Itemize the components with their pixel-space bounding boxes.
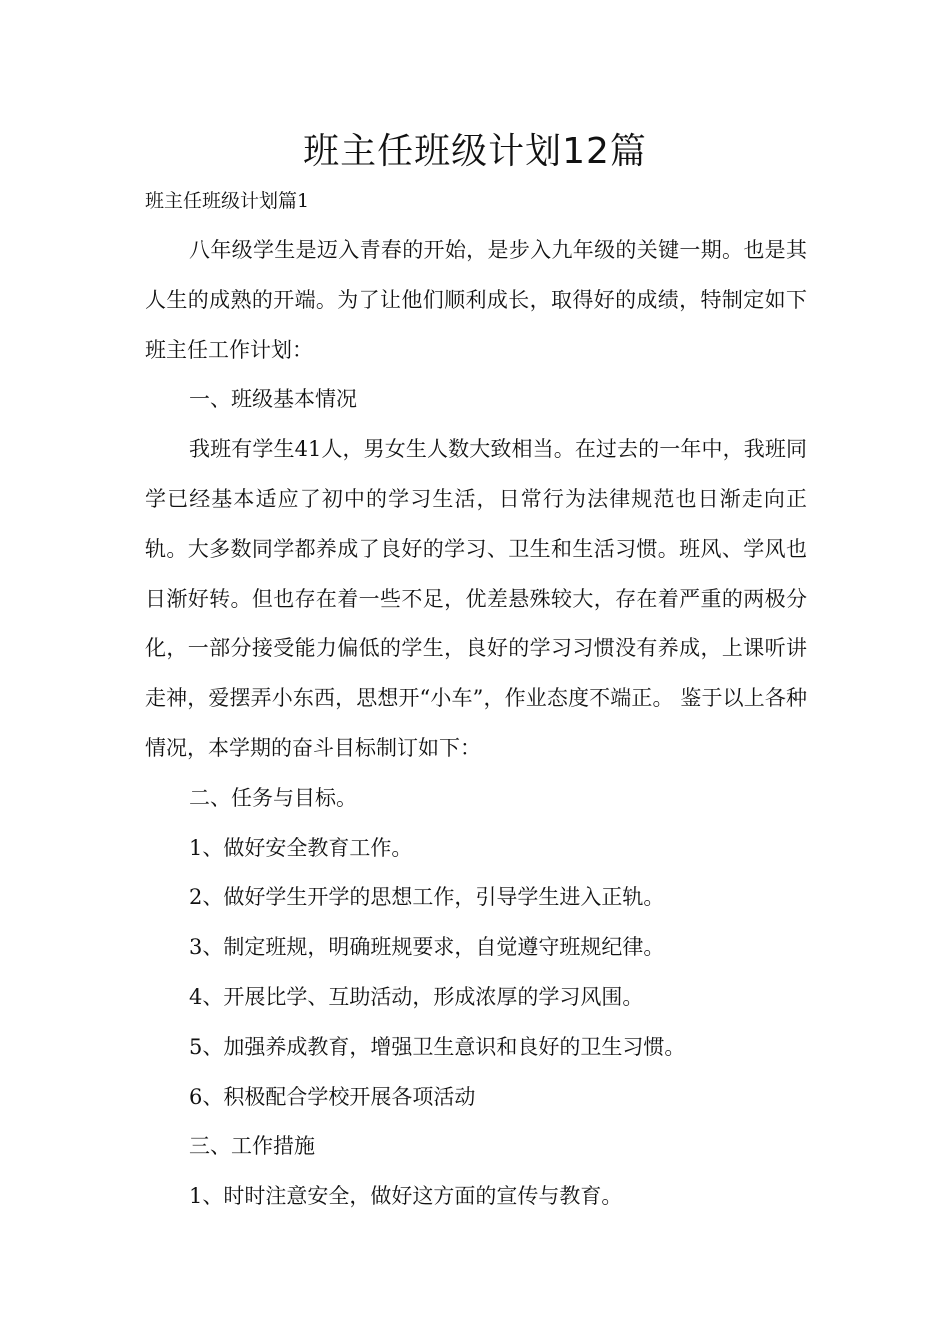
paragraph-class-situation: 我班有学生41人，男女生人数大致相当。在过去的一年中，我班同学已经基本适应了初中的学习生活，日常行为法律规范也日渐走向正轨。大多数同学都养成了良好的学习、卫生和生活习惯。班风、学风也日渐好转。但也存在着一些不足，优差悬殊较大，存在着严重的两极分化，一部分接受能力偏低的学生，良好的学习习惯没有养成，上课听讲走神，爱摆弄小东西，思想开“小车”，作业态度不端正。 鉴于以上各种情况，本学期的奋斗目标制订如下：	[145, 437, 807, 760]
section-heading-3: 三、工作措施	[189, 1134, 315, 1159]
list-item: 6、积极配合学校开展各项活动	[189, 1084, 476, 1109]
section-heading-1: 一、班级基本情况	[189, 387, 357, 412]
document-title: 班主任班级计划12篇	[303, 131, 647, 172]
section-heading-2: 二、任务与目标。	[189, 785, 357, 810]
document-subtitle: 班主任班级计划篇1	[145, 190, 310, 212]
list-item: 4、开展比学、互助活动，形成浓厚的学习风围。	[189, 984, 644, 1009]
list-item: 2、做好学生开学的思想工作，引导学生进入正轨。	[189, 885, 665, 910]
list-item: 1、做好安全教育工作。	[189, 835, 413, 860]
list-item: 3、制定班规，明确班规要求，自觉遵守班规纪律。	[189, 935, 665, 960]
list-item: 5、加强养成教育，增强卫生意识和良好的卫生习惯。	[189, 1034, 686, 1059]
paragraph-intro: 八年级学生是迈入青春的开始，是步入九年级的关键一期。也是其人生的成熟的开端。为了让他们顺利成长，取得好的成绩，特制定如下班主任工作计划：	[145, 238, 807, 362]
list-item: 1、时时注意安全，做好这方面的宣传与教育。	[189, 1184, 623, 1209]
document-body	[145, 226, 807, 1222]
